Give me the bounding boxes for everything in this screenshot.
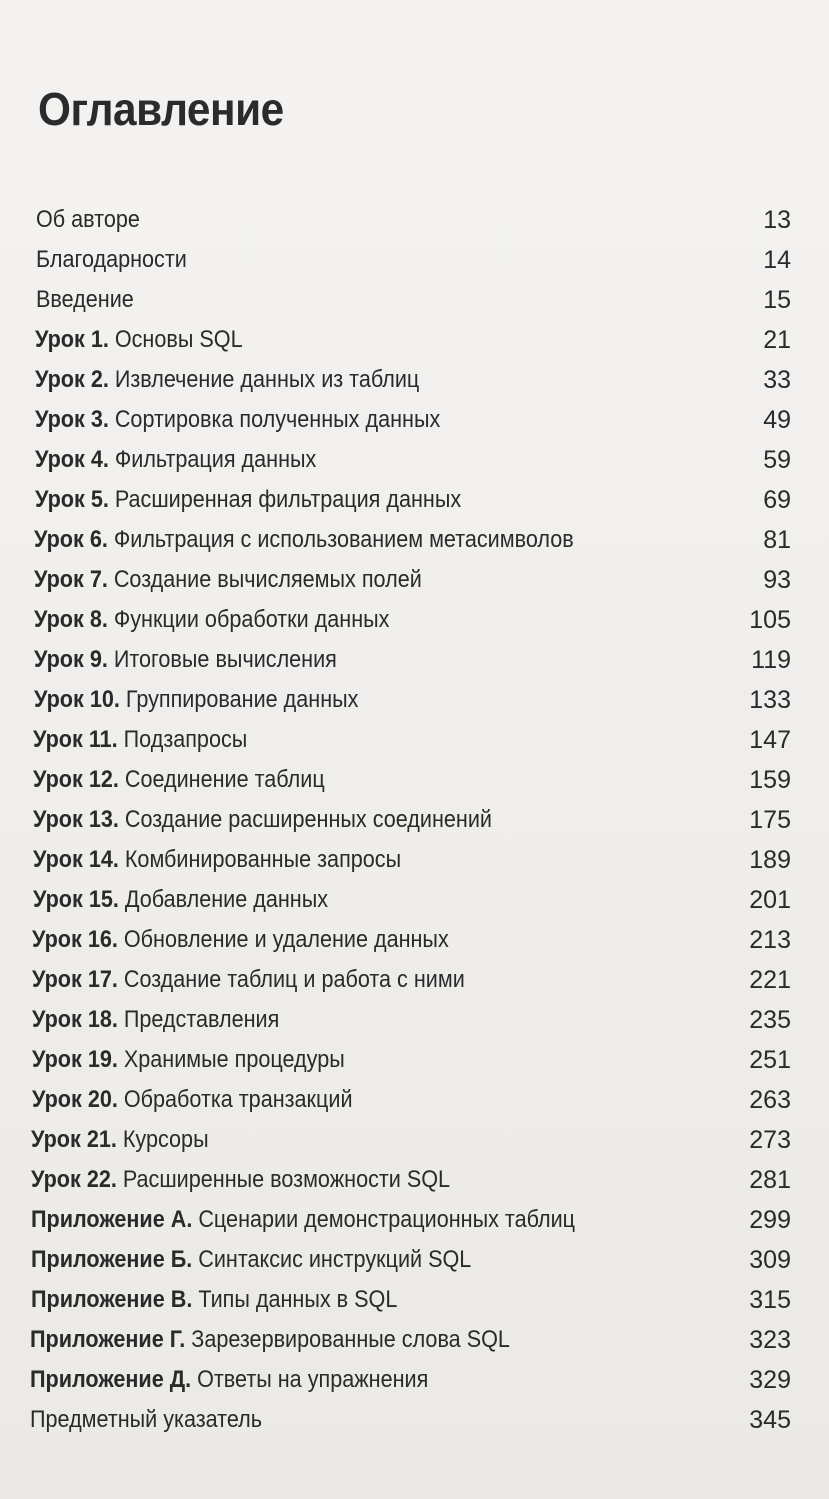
toc-entry-prefix: Урок 14. bbox=[33, 846, 119, 873]
toc-entry-text: Обработка транзакций bbox=[117, 1086, 353, 1113]
toc-entry-title bbox=[34, 560, 422, 600]
toc-entry-prefix: Урок 18. bbox=[32, 1006, 118, 1033]
toc-entry bbox=[0, 320, 829, 360]
toc-entry-prefix: Урок 19. bbox=[32, 1046, 118, 1073]
toc-entry-text: Создание таблиц и работа с ними bbox=[117, 966, 465, 993]
toc-entry bbox=[0, 360, 829, 400]
toc-entry-prefix: Урок 7. bbox=[34, 566, 108, 593]
toc-entry-page-number: 213 bbox=[749, 926, 791, 954]
toc-entry-prefix: Урок 8. bbox=[34, 606, 108, 633]
toc-entry-text: Основы SQL bbox=[108, 326, 243, 353]
toc-entry-title bbox=[36, 280, 134, 320]
toc-entry bbox=[0, 840, 829, 880]
toc-entry-text: Фильтрация с использованием метасимволов bbox=[107, 526, 574, 553]
toc-entry-prefix: Приложение Б. bbox=[31, 1246, 193, 1273]
toc-entry-title bbox=[36, 240, 187, 280]
toc-entry-text: Итоговые вычисления bbox=[107, 646, 337, 673]
toc-entry bbox=[0, 1000, 829, 1040]
toc-entry-page-number: 281 bbox=[749, 1166, 791, 1194]
toc-entry-text: Обновление и удаление данных bbox=[117, 926, 449, 953]
toc-entry-title bbox=[33, 760, 325, 800]
toc-entry-page-number: 13 bbox=[763, 206, 791, 234]
toc-entry-prefix: Урок 20. bbox=[32, 1086, 118, 1113]
toc-entry-title bbox=[31, 1160, 450, 1200]
toc-entry bbox=[0, 920, 829, 960]
toc-entry bbox=[0, 1040, 829, 1080]
toc-entry-title bbox=[35, 400, 440, 440]
toc-entry bbox=[0, 680, 829, 720]
toc-entry-page-number: 323 bbox=[749, 1326, 791, 1354]
toc-entry-prefix: Урок 6. bbox=[34, 526, 108, 553]
toc-entry-text: Добавление данных bbox=[118, 886, 329, 913]
toc-entry-title bbox=[32, 1080, 353, 1120]
toc-entry-text: Об авторе bbox=[36, 206, 140, 233]
toc-entry-prefix: Урок 9. bbox=[34, 646, 108, 673]
toc-entry bbox=[0, 1280, 829, 1320]
toc-entry-title bbox=[30, 1400, 262, 1440]
toc-entry-page-number: 49 bbox=[763, 406, 791, 434]
toc-entry-prefix: Урок 11. bbox=[33, 726, 118, 753]
toc-entry-title bbox=[35, 320, 243, 360]
toc-entry bbox=[0, 1360, 829, 1400]
toc-entry-page-number: 251 bbox=[749, 1046, 791, 1074]
toc-entry-prefix: Урок 2. bbox=[35, 366, 109, 393]
toc-entry-text: Предметный указатель bbox=[30, 1406, 262, 1433]
toc-entry-title bbox=[32, 960, 465, 1000]
toc-entry-page-number: 315 bbox=[749, 1286, 791, 1314]
toc-entry-title bbox=[33, 720, 247, 760]
toc-entry-page-number: 21 bbox=[763, 326, 791, 354]
toc-entry-text: Зарезервированные слова SQL bbox=[185, 1326, 510, 1353]
toc-entry-text: Ответы на упражнения bbox=[191, 1366, 429, 1393]
toc-entry-page-number: 221 bbox=[749, 966, 791, 994]
toc-entry-title bbox=[31, 1240, 471, 1280]
toc-entry-page-number: 175 bbox=[749, 806, 791, 834]
toc-entry-page-number: 14 bbox=[763, 246, 791, 274]
toc-entry bbox=[0, 240, 829, 280]
toc-entry bbox=[0, 880, 829, 920]
toc-entry-title bbox=[30, 1360, 428, 1400]
toc-entry bbox=[0, 560, 829, 600]
toc-entry-prefix: Приложение Д. bbox=[30, 1366, 192, 1393]
toc-entry-title bbox=[33, 880, 328, 920]
toc-entry-text: Соединение таблиц bbox=[118, 766, 325, 793]
toc-entry bbox=[0, 600, 829, 640]
toc-entry-title bbox=[35, 480, 461, 520]
toc-entry-text: Благодарности bbox=[36, 246, 187, 273]
toc-entry-prefix: Урок 22. bbox=[31, 1166, 117, 1193]
toc-entry-prefix: Урок 17. bbox=[32, 966, 118, 993]
toc-entry bbox=[0, 1160, 829, 1200]
toc-entry-text: Расширенные возможности SQL bbox=[116, 1166, 451, 1193]
toc-entry-page-number: 299 bbox=[749, 1206, 791, 1234]
toc-entry-title bbox=[36, 200, 140, 240]
toc-entry-page-number: 93 bbox=[763, 566, 791, 594]
toc-entry-text: Комбинированные запросы bbox=[118, 846, 402, 873]
toc-entry-prefix: Урок 15. bbox=[33, 886, 119, 913]
toc-entry-page-number: 59 bbox=[763, 446, 791, 474]
toc-entry bbox=[0, 480, 829, 520]
toc-entry bbox=[0, 1320, 829, 1360]
toc-entry-text: Введение bbox=[36, 286, 134, 313]
toc-entry-text: Хранимые процедуры bbox=[117, 1046, 345, 1073]
toc-entry-page-number: 69 bbox=[763, 486, 791, 514]
toc-entry-prefix: Приложение В. bbox=[31, 1286, 193, 1313]
toc-entry bbox=[0, 200, 829, 240]
toc-entry-page-number: 119 bbox=[751, 646, 791, 674]
toc-entry-page-number: 81 bbox=[763, 526, 791, 554]
toc-entry-title bbox=[32, 1000, 279, 1040]
toc-entry-title bbox=[33, 800, 492, 840]
toc-entry-prefix: Урок 4. bbox=[35, 446, 109, 473]
toc-entry bbox=[0, 1080, 829, 1120]
toc-entry-prefix: Урок 12. bbox=[33, 766, 119, 793]
toc-entry-text: Группирование данных bbox=[119, 686, 359, 713]
toc-entry-page-number: 15 bbox=[763, 286, 791, 314]
toc-entry bbox=[0, 440, 829, 480]
toc-entry-prefix: Урок 16. bbox=[32, 926, 118, 953]
toc-entry bbox=[0, 520, 829, 560]
toc-entry-title bbox=[33, 840, 401, 880]
toc-entry bbox=[0, 1240, 829, 1280]
toc-entry-text: Курсоры bbox=[116, 1126, 209, 1153]
toc-entry-page-number: 201 bbox=[749, 886, 791, 914]
toc-entry-page-number: 345 bbox=[749, 1406, 791, 1434]
toc-entry-prefix: Урок 3. bbox=[35, 406, 109, 433]
toc-entry-title bbox=[31, 1200, 575, 1240]
toc-entry-page-number: 147 bbox=[749, 726, 791, 754]
toc-entry-text: Типы данных в SQL bbox=[192, 1286, 398, 1313]
page-title: Оглавление bbox=[38, 83, 284, 135]
toc-entry-text: Синтаксис инструкций SQL bbox=[192, 1246, 472, 1273]
toc-entry bbox=[0, 1400, 829, 1440]
toc-entry-text: Представления bbox=[117, 1006, 280, 1033]
toc-entry-title bbox=[35, 360, 419, 400]
toc-entry-title bbox=[32, 1040, 345, 1080]
toc-entry bbox=[0, 1120, 829, 1160]
toc-entry-page-number: 263 bbox=[749, 1086, 791, 1114]
toc-entry-page-number: 189 bbox=[749, 846, 791, 874]
toc-entry-prefix: Урок 13. bbox=[33, 806, 119, 833]
toc-entry-title bbox=[35, 440, 316, 480]
toc-entry-page-number: 309 bbox=[749, 1246, 791, 1274]
toc-entry-text: Фильтрация данных bbox=[108, 446, 317, 473]
toc-entry-title bbox=[34, 640, 337, 680]
toc-entry-text: Извлечение данных из таблиц bbox=[108, 366, 420, 393]
toc-entry-title bbox=[34, 520, 574, 560]
toc-entry-page-number: 273 bbox=[749, 1126, 791, 1154]
toc-entry-page-number: 33 bbox=[763, 366, 791, 394]
toc-entry bbox=[0, 800, 829, 840]
toc-entry-text: Функции обработки данных bbox=[107, 606, 390, 633]
toc-entry-prefix: Приложение А. bbox=[31, 1206, 193, 1233]
toc-entry-text: Сортировка полученных данных bbox=[108, 406, 441, 433]
toc-entry-title bbox=[31, 1280, 397, 1320]
toc-entry bbox=[0, 760, 829, 800]
toc-entry bbox=[0, 640, 829, 680]
toc-entry-title bbox=[34, 600, 389, 640]
toc-entry bbox=[0, 720, 829, 760]
toc-entry-title bbox=[31, 1120, 209, 1160]
toc-entry-prefix: Приложение Г. bbox=[30, 1326, 186, 1353]
toc-entry bbox=[0, 1200, 829, 1240]
toc-entry-prefix: Урок 5. bbox=[35, 486, 109, 513]
toc-entry-prefix: Урок 1. bbox=[35, 326, 109, 353]
toc-entry bbox=[0, 400, 829, 440]
toc-entry-page-number: 329 bbox=[749, 1366, 791, 1394]
toc-entry-prefix: Урок 10. bbox=[34, 686, 120, 713]
toc-entry bbox=[0, 280, 829, 320]
toc-entry-text: Создание расширенных соединений bbox=[118, 806, 492, 833]
toc-entry-title bbox=[30, 1320, 510, 1360]
toc-entry-prefix: Урок 21. bbox=[31, 1126, 117, 1153]
toc-entry-text: Расширенная фильтрация данных bbox=[108, 486, 462, 513]
toc-entry-text: Сценарии демонстрационных таблиц bbox=[192, 1206, 576, 1233]
toc-entry-title bbox=[34, 680, 358, 720]
toc-entry-page-number: 105 bbox=[749, 606, 791, 634]
toc-entry-page-number: 235 bbox=[749, 1006, 791, 1034]
toc-entry-text: Подзапросы bbox=[117, 726, 248, 753]
toc-entry-page-number: 159 bbox=[749, 766, 791, 794]
toc-entry-text: Создание вычисляемых полей bbox=[107, 566, 422, 593]
toc-entry-title bbox=[32, 920, 449, 960]
toc-entry bbox=[0, 960, 829, 1000]
toc-entry-page-number: 133 bbox=[749, 686, 791, 714]
